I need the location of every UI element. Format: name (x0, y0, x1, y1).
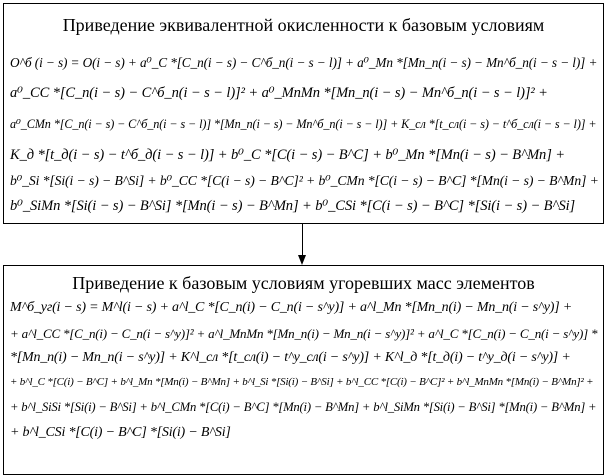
formula-line: *[Mn_п(i) − Mn_п(i − s^у)] + K^l_сл *[t_сл(i) − t^у_сл(i − s^у)] + K^l_д *[t_д(i) − t^у_д(i − s^у)] + (10, 350, 571, 365)
formula-line: a⁰_CC *[C_п(i − s) − C^б_п(i − s − l)]² + a⁰_MnMn *[Mn_п(i − s) − Mn^б_п(i − s − l)]² + (10, 85, 548, 101)
formula-line: O^б (i − s) = O(i − s) + a⁰_C *[C_п(i − s) − C^б_п(i − s − l)] + a⁰_Mn *[Mn_п(i − s) − Mn^б_п(i − s − l)] + (10, 55, 598, 70)
equivalent-oxidation-block (3, 3, 604, 224)
formula-line: a⁰_CMn *[C_п(i − s) − C^б_п(i − s − l)] *[Mn_п(i − s) − Mn^б_п(i − s − l)] + K_сл *[t_сл(i − s) − t^б_сл(i − s − l)] + (10, 117, 597, 131)
burnt-mass-title: Приведение к базовым условиям угоревших масс элементов (72, 273, 535, 293)
formula-line: K_д *[t_д(i − s) − t^б_д(i − s − l)] + b⁰_C *[C(i − s) − B^C] + b⁰_Mn *[Mn(i − s) − B^Mn] + (10, 147, 565, 163)
equivalent-oxidation-title: Приведение эквивалентной окисленности к базовым условиям (62, 15, 545, 35)
formula-line: + b^l_C *[C(i) − B^C] + b^l_Mn *[Mn(i) − B^Mn] + b^l_Si *[Si(i) − B^Si] + b^l_CC *[C(i) − B^C]² + b^l_MnMn *[Mn(i) − B^Mn]² + (10, 376, 594, 388)
formula-line: + b^l_SiSi *[Si(i) − B^Si] + b^l_CMn *[C(i) − B^C] *[Mn(i) − B^Mn] + b^l_SiMn *[Si(i) − B^Si] *[Mn(i) − B^Mn] + (10, 400, 597, 414)
formula-line: b⁰_Si *[Si(i − s) − B^Si] + b⁰_CC *[C(i − s) − B^C]² + b⁰_CMn *[C(i − s) − B^C] *[Mn(i − s) − B^Mn] + (10, 173, 599, 188)
formula-line: b⁰_SiMn *[Si(i − s) − B^Si] *[Mn(i − s) − B^Mn] + b⁰_CSi *[C(i − s) − B^C] *[Si(i − s) − B^Si] (10, 198, 576, 214)
burnt-mass-block (3, 265, 604, 475)
formula-line: + b^l_CSi *[C(i) − B^C] *[Si(i) − B^Si] (10, 425, 231, 440)
formula-line: + a^l_CC *[C_п(i) − C_п(i − s^у)]² + a^l_MnMn *[Mn_п(i) − Mn_п(i − s^у)]² + a^l_C *[C_п(i) − C_п(i − s^у)] * (10, 326, 598, 341)
arrow-down-icon (298, 255, 306, 265)
formula-line: M^б_уг(i − s) = M^l(i − s) + a^l_C *[C_п(i) − C_п(i − s^у)] + a^l_Mn *[Mn_п(i) − Mn_п(i − s^у)] + (10, 300, 573, 315)
flow-connector-line (302, 224, 303, 257)
